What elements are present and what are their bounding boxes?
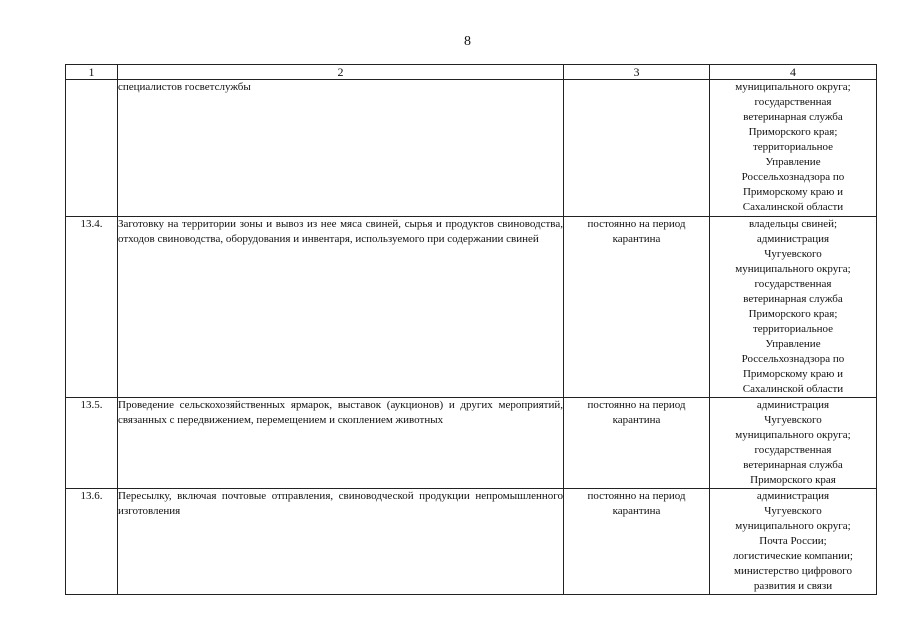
table-row [66,489,877,595]
page-number: 8 [464,34,471,49]
table-header [66,65,877,80]
responsible-line: ветеринарная служба [743,459,843,471]
responsible-line: владельцы свиней; [748,218,838,230]
column-header-2: 2 [118,65,564,80]
responsible-line: муниципального округа; [735,520,851,532]
measure-description: Пересылку, включая почтовые отправления, свиноводческой продукции непромышленного изготовления [118,489,564,595]
responsible-line: муниципального округа; [735,263,851,275]
row-number: 13.5. [66,398,118,489]
measure-period: постоянно на период карантина [564,489,710,595]
responsible-parties [710,489,877,595]
responsible-line: Приморскому краю и [742,186,844,198]
row-number: 13.4. [66,217,118,398]
responsible-line: Чугуевского [764,414,822,426]
responsible-line: ветеринарная служба [743,111,843,123]
responsible-parties [710,217,877,398]
responsible-line: Приморскому краю и [742,368,844,380]
row-number [66,80,118,217]
responsible-line: развития и связи [753,580,833,592]
column-header-4: 4 [710,65,877,80]
measure-description: специалистов госветслужбы [118,80,564,217]
responsible-line: ветеринарная служба [743,293,843,305]
responsible-line: территориальное [752,323,833,335]
responsible-line: Почта России; [759,535,827,547]
responsible-line: Управление [765,156,821,168]
responsible-line: Чугуевского [764,248,822,260]
responsible-line: Сахалинской области [742,201,844,213]
table-row [66,217,877,398]
responsible-line: Россельхознадзора по [741,353,845,365]
responsible-line: государственная [754,96,832,108]
measure-period: постоянно на период карантина [564,217,710,398]
column-header-1: 1 [66,65,118,80]
responsible-line: администрация [756,490,830,502]
responsible-line: Чугуевского [764,505,822,517]
responsible-line: Приморского края; [748,126,838,138]
responsible-line: администрация [756,233,830,245]
responsible-line: администрация [756,399,830,411]
responsible-line: Россельхознадзора по [741,171,845,183]
responsible-line: государственная [754,444,832,456]
measure-period: постоянно на период карантина [564,398,710,489]
measure-description: Заготовку на территории зоны и вывоз из нее мяса свиней, сырья и продуктов свиноводства, отходов свиноводства, оборудования и инвентаря, используемого при содержании свиней [118,217,564,398]
responsible-line: территориальное [752,141,833,153]
responsible-parties [710,398,877,489]
responsible-line: Сахалинской области [742,383,844,395]
row-number: 13.6. [66,489,118,595]
responsible-line: логистические компании; [733,550,853,562]
responsible-line: Приморского края [750,474,836,486]
table-row [66,398,877,489]
measure-period [564,80,710,217]
responsible-line: муниципального округа; [735,81,851,93]
measures-table [65,64,877,595]
responsible-line: министерство цифрового [733,565,852,577]
responsible-line: Управление [765,338,821,350]
responsible-line: государственная [754,278,832,290]
responsible-line: Приморского края; [748,308,838,320]
table-row [66,80,877,217]
column-header-3: 3 [564,65,710,80]
responsible-line: муниципального округа; [735,429,851,441]
measure-description: Проведение сельскохозяйственных ярмарок, выставок (аукционов) и других мероприятий, связанных с передвижением, перемещением и скоплением животных [118,398,564,489]
responsible-parties [710,80,877,217]
